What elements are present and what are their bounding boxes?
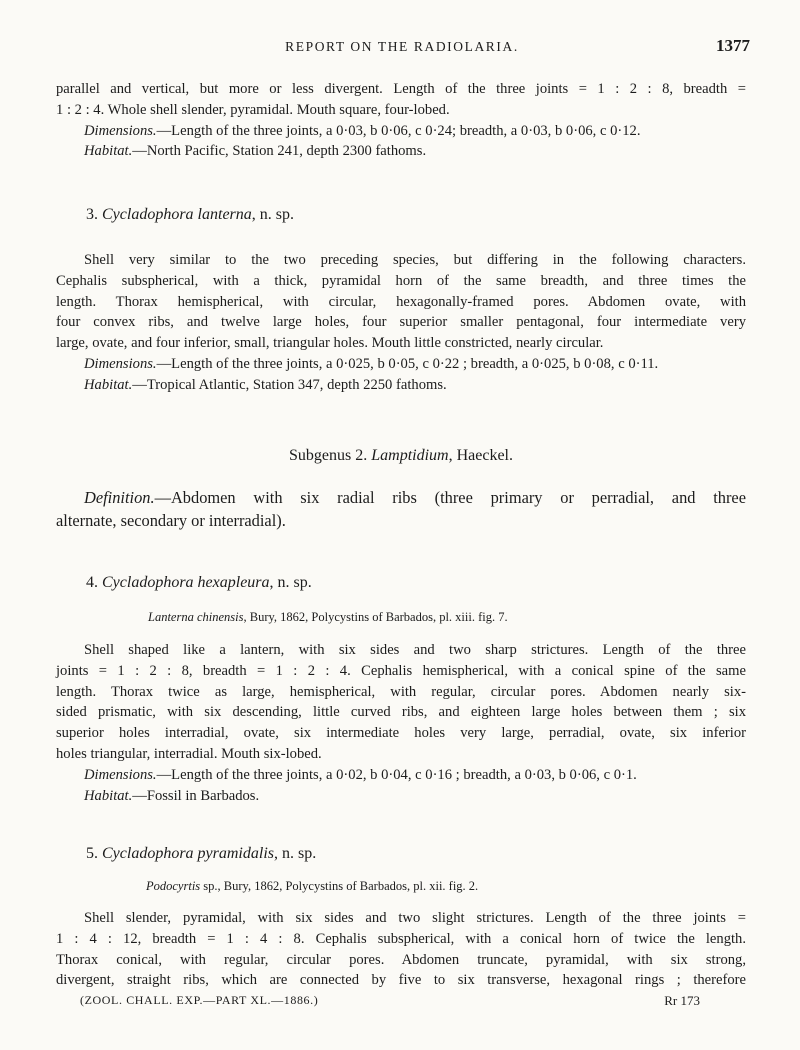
text-line: parallel and vertical, but more or less divergent. Length of the three joints = 1 : 2 : 8, breadth =	[56, 81, 746, 97]
definition-line: alternate, secondary or interradial).	[56, 511, 286, 530]
footer-sheet-mark: Rr 173	[664, 993, 700, 1008]
dimensions-text: —Length of the three joints, a 0·025, b 0·05, c 0·22 ; breadth, a 0·025, b 0·08, c 0·11.	[156, 355, 659, 372]
species-suffix: , n. sp.	[251, 206, 294, 223]
dimensions-line	[56, 765, 746, 786]
species-heading-5	[86, 845, 776, 863]
definition-label: Definition.	[84, 488, 155, 507]
dimensions-line	[56, 121, 746, 142]
species-heading-3	[86, 206, 776, 224]
text-line: 1 : 2 : 4. Whole shell slender, pyramidal. Mouth square, four-lobed.	[56, 101, 450, 118]
text-line: 1 : 4 : 12, breadth = 1 : 4 : 8. Cephalis subspherical, with a conical horn of twice the length.	[56, 930, 746, 947]
subgenus-heading	[56, 447, 746, 465]
continued-description	[56, 79, 746, 162]
text-line: Shell very similar to the two preceding species, but differing in the following characters.	[84, 252, 746, 268]
habitat-line	[56, 375, 746, 396]
page-footer	[56, 993, 750, 1013]
species-4-synonym	[148, 610, 800, 625]
species-3-description	[56, 250, 746, 396]
text-line: Cephalis subspherical, with a thick, pyramidal horn of the same breadth, and three times the	[56, 272, 746, 289]
species-name: Cycladophora lanterna	[102, 206, 252, 223]
species-suffix: , n. sp.	[269, 574, 312, 591]
text-line: Shell slender, pyramidal, with six sides and two slight strictures. Length of the three joints =	[84, 910, 746, 926]
running-title: REPORT ON THE RADIOLARIA.	[285, 39, 519, 54]
definition-line	[56, 486, 746, 509]
subgenus-name: Lamptidium	[371, 447, 449, 464]
habitat-text: —North Pacific, Station 241, depth 2300 fathoms.	[132, 143, 427, 160]
dimensions-line	[56, 354, 746, 375]
synonym-name: Lanterna chinensis	[148, 610, 244, 624]
text-line: holes triangular, interradial. Mouth six-lobed.	[56, 745, 322, 762]
subgenus-suffix: , Haeckel.	[448, 447, 513, 464]
footer-signature: (ZOOL. CHALL. EXP.—PART XL.—1886.)	[80, 993, 319, 1007]
text-line: superior holes interradial, ovate, six intermediate holes very large, perradial, ovate, six inferior	[56, 725, 746, 742]
text-line: length. Thorax twice as large, hemispherical, with regular, circular pores. Abdomen nearly six-	[56, 683, 746, 700]
text-line: four convex ribs, and twelve large holes, four superior smaller pentagonal, four intermediate very	[56, 314, 746, 331]
synonym-text: , Bury, 1862, Polycystins of Barbados, pl. xiii. fig. 7.	[243, 610, 508, 624]
text-line: Thorax conical, with regular, circular pores. Abdomen truncate, pyramidal, with six strong,	[56, 951, 746, 968]
text-line: Shell shaped like a lantern, with six sides and two sharp strictures. Length of the three	[84, 642, 746, 658]
dimensions-label: Dimensions.	[84, 766, 157, 783]
running-header	[54, 36, 750, 60]
text-line: divergent, straight ribs, which are connected by five to six transverse, hexagonal rings ; therefore	[56, 972, 746, 989]
habitat-line	[56, 141, 746, 162]
subgenus-definition	[56, 486, 746, 532]
subgenus-prefix: Subgenus 2.	[289, 447, 372, 464]
dimensions-label: Dimensions.	[84, 355, 157, 372]
species-5-description	[56, 908, 746, 991]
synonym-text: sp., Bury, 1862, Polycystins of Barbados, pl. xii. fig. 2.	[200, 879, 479, 893]
dimensions-text: —Length of the three joints, a 0·02, b 0·04, c 0·16 ; breadth, a 0·03, b 0·06, c 0·1.	[156, 766, 637, 783]
species-heading-4	[86, 574, 776, 592]
habitat-line	[56, 786, 746, 807]
text-line: sided prismatic, with six descending, little curved ribs, and eighteen large holes between them ; six	[56, 704, 746, 721]
synonym-name: Podocyrtis	[146, 879, 201, 893]
dimensions-label: Dimensions.	[84, 122, 157, 139]
species-suffix: , n. sp.	[274, 845, 317, 862]
species-number: 5.	[86, 845, 98, 862]
definition-text: —Abdomen with six radial ribs (three primary or perradial, and three	[154, 488, 746, 507]
habitat-label: Habitat.	[84, 787, 133, 804]
species-4-description	[56, 640, 746, 806]
habitat-text: —Fossil in Barbados.	[132, 787, 260, 804]
text-line: joints = 1 : 2 : 8, breadth = 1 : 2 : 4. Cephalis hemispherical, with a conical spine of the same	[56, 662, 746, 679]
species-number: 4.	[86, 574, 98, 591]
dimensions-text: —Length of the three joints, a 0·03, b 0·06, c 0·24; breadth, a 0·03, b 0·06, c 0·12.	[156, 122, 641, 139]
species-5-synonym	[146, 879, 800, 894]
text-line: length. Thorax hemispherical, with circular, hexagonally-framed pores. Abdomen ovate, with	[56, 293, 746, 310]
species-number: 3.	[86, 206, 98, 223]
habitat-label: Habitat.	[84, 143, 133, 160]
species-name: Cycladophora hexapleura	[102, 574, 270, 591]
text-line: large, ovate, and four inferior, small, triangular holes. Mouth little constricted, nearly circular.	[56, 335, 604, 352]
species-name: Cycladophora pyramidalis	[102, 845, 274, 862]
habitat-label: Habitat.	[84, 376, 133, 393]
page-number: 1377	[716, 36, 750, 55]
habitat-text: —Tropical Atlantic, Station 347, depth 2250 fathoms.	[132, 376, 447, 393]
